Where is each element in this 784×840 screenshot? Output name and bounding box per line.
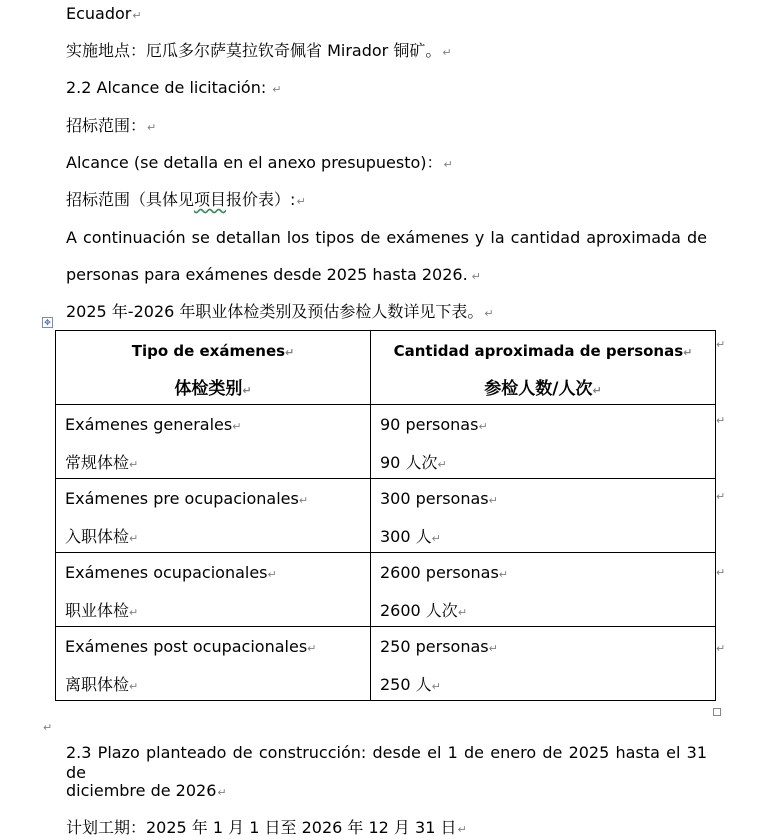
- paragraph-mark-icon: ↵: [129, 458, 139, 471]
- row-end-mark-icon: ↵: [716, 490, 726, 503]
- intro-es-1-text: A continuación se detallan los tipos de exámenes y la cantidad aproximada de: [66, 228, 707, 247]
- table-header-row: [56, 331, 716, 405]
- table-move-handle-icon[interactable]: ✥: [42, 317, 53, 328]
- paragraph-mark-icon: ↵: [592, 384, 602, 397]
- header-qty-es: Cantidad aproximada de personas: [393, 342, 684, 360]
- header-type-es: Tipo de exámenes: [131, 342, 286, 360]
- section-heading-2-2: [66, 78, 281, 100]
- site-cn-text: 实施地点：厄瓜多尔萨莫拉钦奇佩省 Mirador 铜矿。: [66, 41, 442, 60]
- paragraph-mark-icon: ↵: [457, 606, 468, 619]
- scope-cn-text: 招标范围：: [66, 116, 147, 135]
- paragraph-mark-icon: ↵: [437, 458, 447, 471]
- qty-cn: 90 人次: [380, 453, 438, 472]
- header-cell-qty[interactable]: [371, 331, 716, 405]
- paragraph-mark-icon: ↵: [484, 307, 494, 320]
- paragraph-mark-icon: ↵: [478, 420, 488, 433]
- paragraph-mark-icon: ↵: [443, 158, 453, 171]
- text-line-section-2-3-cont: [66, 781, 227, 803]
- type-es: Exámenes ocupacionales: [65, 563, 268, 582]
- cell-type[interactable]: [56, 553, 371, 627]
- paragraph-mark-icon: ↵: [217, 786, 227, 799]
- qty-es: 2600 personas: [380, 563, 499, 582]
- table-resize-handle-icon[interactable]: [713, 708, 721, 716]
- cell-type[interactable]: [56, 405, 371, 479]
- paragraph-mark-icon: ↵: [242, 384, 252, 397]
- cell-qty[interactable]: [371, 479, 716, 553]
- qty-es: 300 personas: [380, 489, 489, 508]
- paragraph-mark-icon: ↵: [296, 195, 306, 208]
- table-row: [56, 405, 716, 479]
- paragraph-mark-icon: ↵: [488, 494, 498, 507]
- paragraph-mark-icon: ↵: [431, 680, 441, 693]
- qty-es: 90 personas: [380, 415, 479, 434]
- spellcheck-underlined-text: 项目: [194, 190, 227, 209]
- qty-cn: 250 人: [380, 675, 432, 694]
- section-heading-2-3: [66, 743, 707, 783]
- row-end-mark-icon: ↵: [716, 414, 726, 427]
- row-end-mark-icon: ↵: [716, 338, 726, 351]
- cell-qty[interactable]: [371, 405, 716, 479]
- exam-table: [55, 330, 716, 701]
- empty-paragraph: [42, 716, 52, 738]
- paragraph-mark-icon: ↵: [307, 642, 317, 655]
- text-line-intro-cn: [66, 302, 494, 324]
- cell-type[interactable]: [56, 627, 371, 701]
- type-cn: 入职体检: [65, 527, 130, 546]
- alcance-text: Alcance (se detalla en el anexo presupuesto)：: [66, 153, 443, 172]
- type-cn: 常规体检: [65, 453, 130, 472]
- header-cell-type[interactable]: [56, 331, 371, 405]
- paragraph-mark-icon: ↵: [442, 46, 452, 59]
- cell-qty[interactable]: [371, 627, 716, 701]
- type-es: Exámenes post ocupacionales: [65, 637, 308, 656]
- type-cn: 职业体检: [65, 601, 130, 620]
- paragraph-mark-icon: ↵: [298, 494, 309, 507]
- row-end-mark-icon: ↵: [716, 642, 726, 655]
- paragraph-mark-icon: ↵: [431, 532, 441, 545]
- paragraph-mark-icon: ↵: [683, 346, 693, 359]
- table-row: [56, 627, 716, 701]
- header-qty-cn: 参检人数/人次: [484, 379, 593, 399]
- paragraph-mark-icon: ↵: [272, 83, 282, 96]
- type-es: Exámenes pre ocupacionales: [65, 489, 299, 508]
- text-line-scope-cn: [66, 116, 156, 138]
- qty-es: 250 personas: [380, 637, 489, 656]
- paragraph-mark-icon: ↵: [488, 642, 498, 655]
- table-row: [56, 553, 716, 627]
- paragraph-mark-icon: ↵: [129, 606, 139, 619]
- text-line-alcance: [66, 153, 453, 175]
- scope-detail-post-text: 报价表）:: [226, 190, 296, 209]
- intro-cn-text: 2025 年-2026 年职业体检类别及预估参检人数详见下表。: [66, 302, 484, 321]
- period-cn-text: 计划工期：2025 年 1 月 1 日至 2026 年 12 月 31 日: [66, 818, 457, 837]
- paragraph-mark-icon: ↵: [267, 568, 277, 581]
- cell-type[interactable]: [56, 479, 371, 553]
- text-line-scope-detail-cn: [66, 190, 306, 212]
- paragraph-mark-icon: ↵: [232, 420, 242, 433]
- header-type-cn: 体检类别: [174, 379, 243, 399]
- qty-cn: 300 人: [380, 527, 432, 546]
- type-es: Exámenes generales: [65, 415, 233, 434]
- qty-cn: 2600 人次: [380, 601, 458, 620]
- section-2-2-text: 2.2 Alcance de licitación:: [66, 78, 267, 97]
- text-line-intro-es-1: [66, 228, 707, 248]
- paragraph-mark-icon: ↵: [498, 568, 509, 581]
- paragraph-mark-icon: ↵: [457, 823, 467, 836]
- type-cn: 离职体检: [65, 675, 130, 694]
- cell-qty[interactable]: [371, 553, 716, 627]
- text-line-period-cn: [66, 818, 467, 840]
- ecuador-text: Ecuador: [66, 4, 132, 23]
- scope-detail-pre-text: 招标范围（具体见: [66, 190, 195, 209]
- section-2-3-line1-text: 2.3 Plazo planteado de construcción: desde el 1 de enero de 2025 hasta el 31 de: [66, 743, 707, 782]
- table-row: [56, 479, 716, 553]
- paragraph-mark-icon: ↵: [43, 721, 53, 734]
- paragraph-mark-icon: ↵: [147, 121, 157, 134]
- text-line-intro-es-2: [66, 265, 481, 287]
- intro-es-2-text: personas para exámenes desde 2025 hasta 2026.: [66, 265, 468, 284]
- text-line-ecuador: [66, 4, 142, 26]
- paragraph-mark-icon: ↵: [471, 270, 481, 283]
- section-2-3-line2-text: diciembre de 2026: [66, 781, 217, 800]
- paragraph-mark-icon: ↵: [129, 680, 139, 693]
- paragraph-mark-icon: ↵: [285, 346, 295, 359]
- paragraph-mark-icon: ↵: [132, 9, 142, 22]
- text-line-site-cn: [66, 41, 452, 63]
- paragraph-mark-icon: ↵: [129, 532, 139, 545]
- row-end-mark-icon: ↵: [716, 566, 726, 579]
